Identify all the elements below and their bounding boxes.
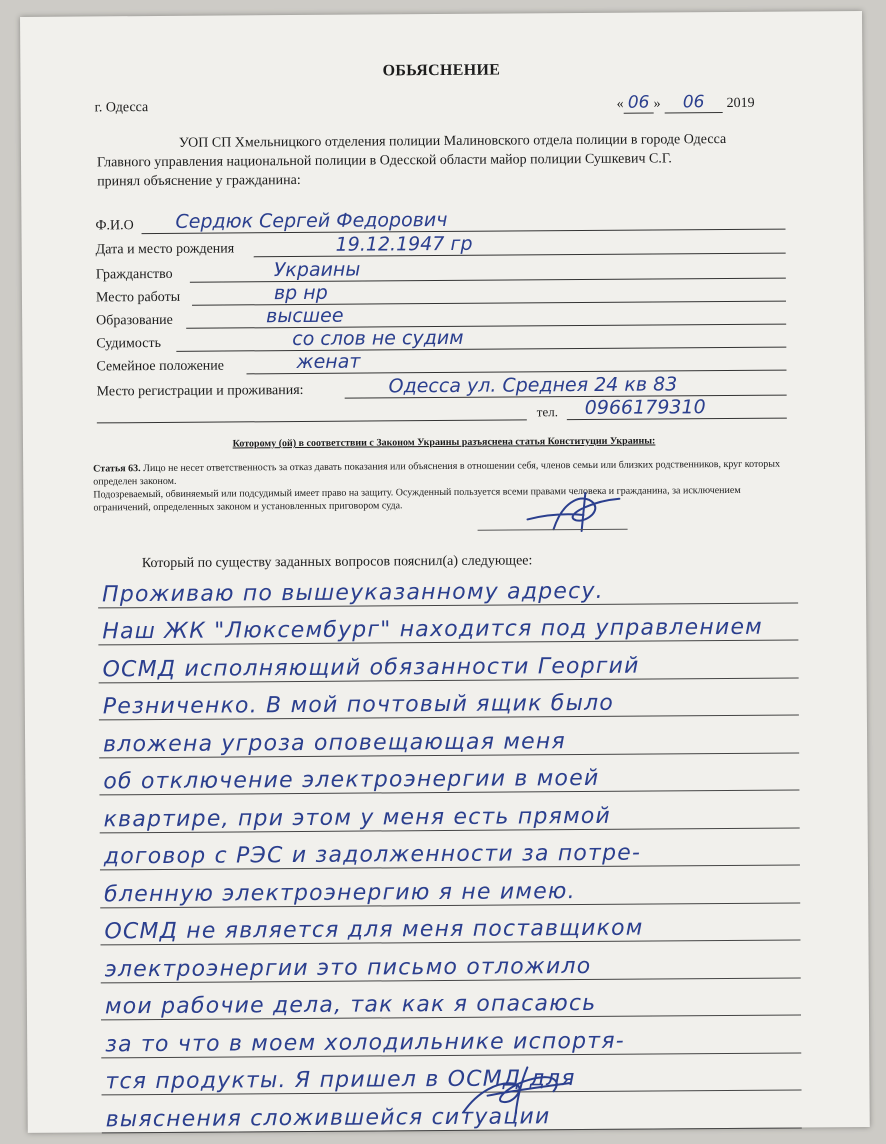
field-marital-status xyxy=(96,349,786,378)
handwritten-line: договор с РЭС и задолженности за потре- xyxy=(100,834,800,876)
date-close-quote: » xyxy=(653,96,661,112)
blank-underline xyxy=(97,419,527,423)
field-phone xyxy=(97,397,787,426)
article-label: Статья 63. xyxy=(93,463,141,475)
intro-line-2: Главного управления национальной полиции в Одесской области майор полиции Сушкевич С.Г. xyxy=(96,151,672,171)
signature-mark xyxy=(523,489,633,534)
article-text: Лицо не несет ответственность за отказ давать показания или объяснения в отношении себя, членов семьи или близких родственников, круг которых определен законом. xyxy=(93,458,780,488)
document-title: ОБЬЯСНЕНИЕ xyxy=(382,61,501,80)
handwritten-line: выяснения сложившейся ситуации xyxy=(102,1097,802,1139)
date-day: 06 xyxy=(624,93,654,114)
field-value: 19.12.1947 гр xyxy=(335,232,473,256)
intro-line-1: УОП СП Хмельницкого отделения полиции Малиновского отдела полиции в городе Одесса xyxy=(178,132,727,151)
handwritten-line: квартире, при этом у меня есть прямой xyxy=(99,797,799,839)
field-value: женат xyxy=(296,350,361,374)
phone-label: тел. xyxy=(536,404,559,420)
field-value: Украины xyxy=(273,258,361,282)
field-birth xyxy=(96,232,786,261)
article-text-2: Подозреваемый, обвиняемый или подсудимый имеет право на защиту. Осужденный пользуется всеми правами человека и гражданина, за исключением ограничений, определенных законом и установленных приговором суда. xyxy=(93,484,741,514)
handwritten-line: тся продукты. Я пришел в ОСМД для xyxy=(101,1059,801,1101)
handwritten-line: вложена угроза оповещающая меня xyxy=(99,722,799,764)
handwritten-line: электроэнергии это письмо отложило xyxy=(101,947,801,989)
intro-line-3: принял объяснение у гражданина: xyxy=(97,172,301,190)
intro-paragraph xyxy=(97,130,787,192)
field-value: Одесса ул. Среднея 24 кв 83 xyxy=(388,373,678,398)
field-label: Дата и место рождения xyxy=(95,241,235,258)
signature-mark-bottom xyxy=(457,1061,577,1118)
handwritten-line: Проживаю по вышеуказанному адресу. xyxy=(98,572,798,614)
constitution-article xyxy=(93,458,793,515)
field-label: Гражданство xyxy=(95,266,173,283)
city-label: г. Одесса xyxy=(94,100,149,116)
field-value: высшее xyxy=(266,304,344,328)
field-label: Судимость xyxy=(96,335,162,352)
document-page xyxy=(20,11,870,1133)
field-label: Место работы xyxy=(95,289,181,306)
date-open-quote: « xyxy=(616,96,624,112)
handwritten-line: за то что в моем холодильнике испортя- xyxy=(101,1022,801,1064)
field-label: Образование xyxy=(96,312,173,329)
handwritten-line: ОСМД исполняющий обязанности Георгий xyxy=(98,647,798,689)
handwritten-line: бленную электроэнергию я не имею. xyxy=(100,872,800,914)
date-year: 2019 xyxy=(726,95,755,112)
field-value: Сердюк Сергей Федорович xyxy=(175,208,448,233)
date-field xyxy=(617,92,755,114)
field-value: вр нр xyxy=(273,281,328,305)
field-label: Ф.И.О xyxy=(95,218,134,234)
handwritten-line: ОСМД не является для меня поставщиком xyxy=(100,909,800,951)
handwritten-line: Резниченко. В мой почтовый ящик было xyxy=(99,684,799,726)
phone-value: 0966179310 xyxy=(584,396,706,420)
field-value: со слов не судим xyxy=(292,326,464,351)
field-label: Семейное положение xyxy=(96,358,225,375)
constitution-heading: Которому (ой) в соответствии с Законом Украины разъяснена статья Конституции Украины: xyxy=(232,435,656,450)
handwritten-line: об отключение электроэнергии в моей xyxy=(99,759,799,801)
field-label: Место регистрации и проживания: xyxy=(96,382,304,400)
handwritten-line: Наш ЖК "Люксембург" находится под управлением xyxy=(98,609,798,651)
handwritten-line: мои рабочие дела, так как я опасаюсь xyxy=(101,984,801,1026)
explanation-heading: Который по существу заданных вопросов пояснил(а) следующее: xyxy=(141,553,533,572)
explanation-body xyxy=(98,572,802,1139)
date-month: 06 xyxy=(665,92,723,113)
